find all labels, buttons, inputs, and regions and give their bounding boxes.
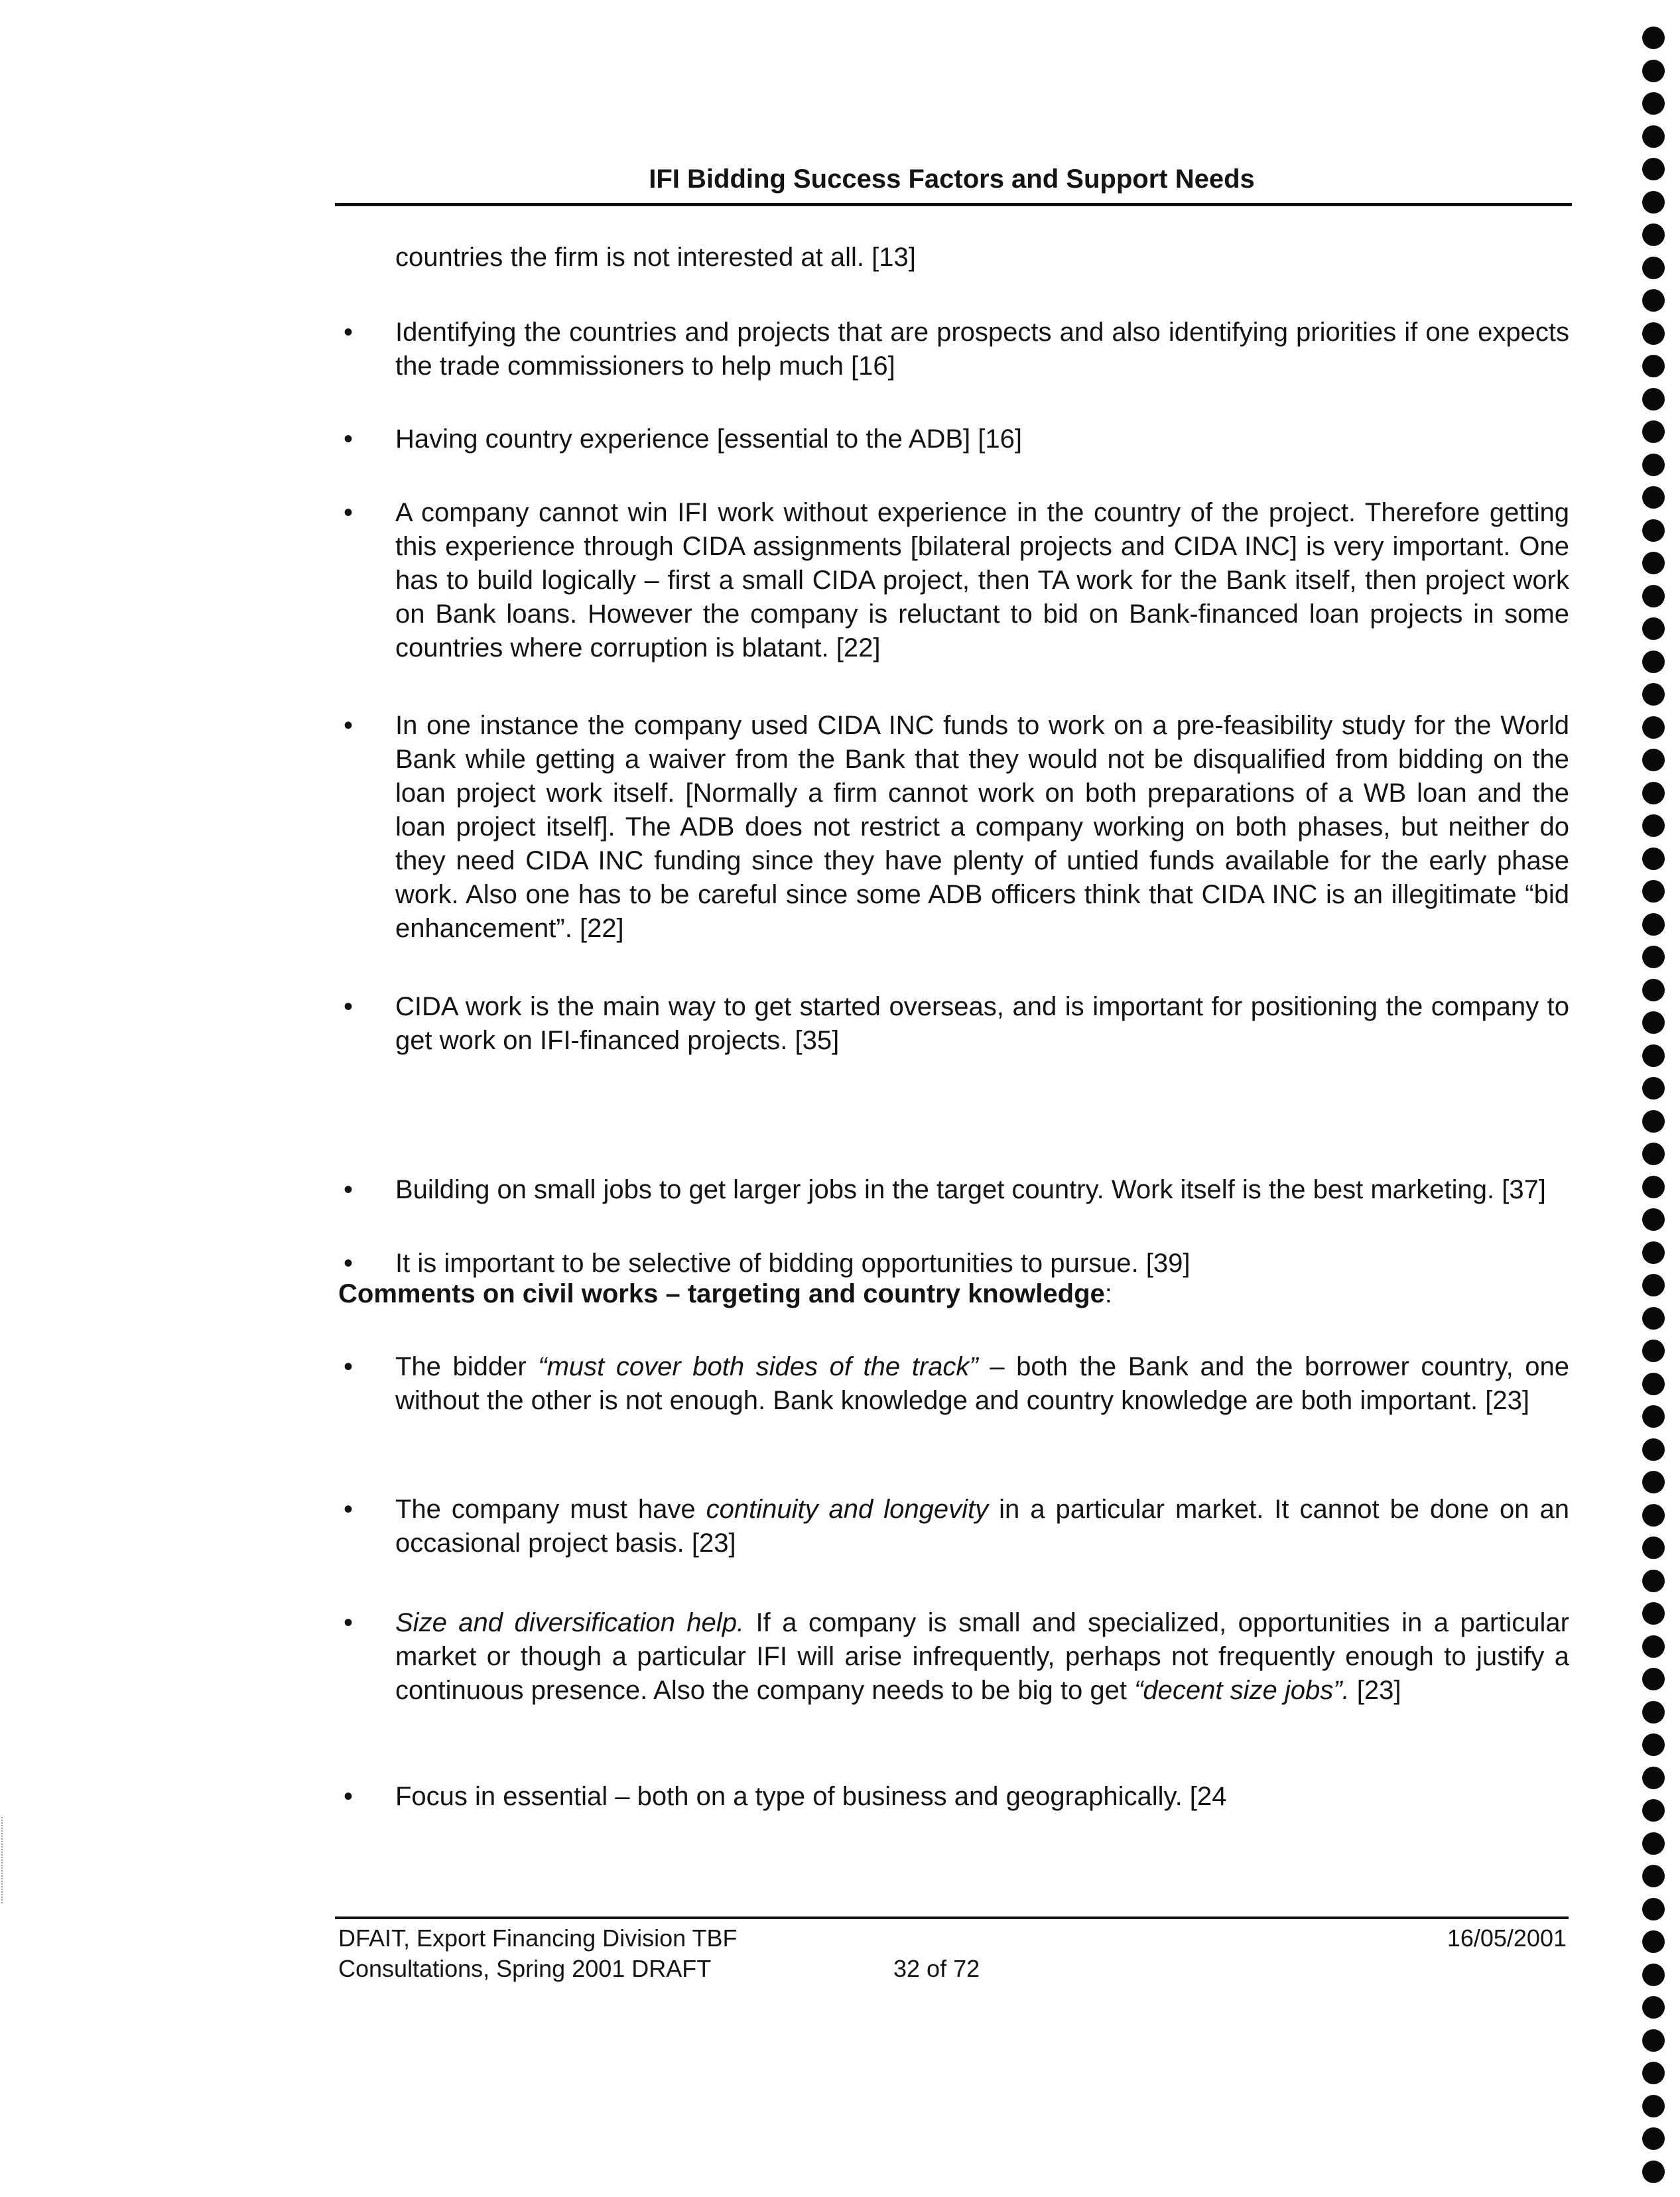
binding-hole-icon bbox=[1642, 617, 1665, 640]
bullet-icon: • bbox=[343, 1175, 353, 1204]
binding-hole-icon bbox=[1642, 92, 1665, 115]
list-item-text bbox=[395, 316, 1569, 383]
binding-hole-icon bbox=[1642, 1701, 1665, 1724]
list-item-text bbox=[395, 709, 1569, 946]
list-item-text bbox=[395, 1247, 1569, 1281]
binding-hole-icon bbox=[1642, 289, 1665, 312]
list-item bbox=[338, 316, 1569, 383]
binding-hole-icon bbox=[1642, 158, 1665, 180]
text-run: The bidder bbox=[395, 1352, 539, 1381]
bullet-icon: • bbox=[343, 1495, 353, 1524]
binding-hole-icon bbox=[1642, 1208, 1665, 1231]
binding-hole-icon bbox=[1642, 125, 1665, 148]
binding-hole-icon bbox=[1642, 1832, 1665, 1855]
footer-rule bbox=[335, 1916, 1569, 1919]
binding-holes bbox=[1642, 27, 1669, 2195]
binding-hole-icon bbox=[1642, 814, 1665, 837]
binding-hole-icon bbox=[1642, 1471, 1665, 1493]
binding-hole-icon bbox=[1642, 2161, 1665, 2183]
binding-hole-icon bbox=[1642, 1077, 1665, 1099]
list-item bbox=[338, 1780, 1569, 1814]
binding-hole-icon bbox=[1642, 1602, 1665, 1625]
binding-hole-icon bbox=[1642, 191, 1665, 214]
binding-hole-icon bbox=[1642, 913, 1665, 936]
binding-hole-icon bbox=[1642, 1340, 1665, 1362]
italic-phrase: “must cover both sides of the track” bbox=[538, 1352, 978, 1381]
binding-hole-icon bbox=[1642, 1143, 1665, 1165]
binding-hole-icon bbox=[1642, 1668, 1665, 1690]
binding-hole-icon bbox=[1642, 1930, 1665, 1953]
subheading-colon: : bbox=[1104, 1279, 1112, 1308]
bullet-icon: • bbox=[343, 1608, 353, 1637]
binding-hole-icon bbox=[1642, 979, 1665, 1001]
binding-hole-icon bbox=[1642, 1570, 1665, 1592]
section-subheading bbox=[338, 1277, 1569, 1311]
binding-hole-icon bbox=[1642, 1996, 1665, 2019]
text-run: In one instance the company used CIDA INC funds to work on a pre-feasibility study for the World Bank while getting a waiver from the Bank that they would not be disqualified from bidding on the loan project work itself. [Normally a firm cannot work on both preparations of a WB loan and the loan project itself]. The ADB does not restrict a company working on both phases, but neither do they need CIDA INC funding since they have plenty of untied funds available for the early phase work. Also one has to be careful since some ADB officers think that CIDA INC is an illegitimate “bid enhancement”. [22] bbox=[395, 711, 1569, 943]
page-header-title: IFI Bidding Success Factors and Support Needs bbox=[649, 164, 1255, 194]
binding-hole-icon bbox=[1642, 60, 1665, 82]
binding-hole-icon bbox=[1642, 651, 1665, 673]
list-item-text bbox=[395, 1606, 1569, 1708]
list-item-text bbox=[395, 990, 1569, 1058]
binding-hole-icon bbox=[1642, 420, 1665, 443]
binding-hole-icon bbox=[1642, 1733, 1665, 1756]
binding-hole-icon bbox=[1642, 1964, 1665, 1986]
binding-hole-icon bbox=[1642, 257, 1665, 279]
binding-hole-icon bbox=[1642, 2095, 1665, 2117]
list-item bbox=[338, 1493, 1569, 1560]
list-item-text bbox=[395, 1780, 1569, 1814]
bullet-icon: • bbox=[343, 711, 353, 740]
text-run: in a particular market. It cannot be done on an occasional project basis. [23] bbox=[395, 1495, 1569, 1558]
bullet-icon: • bbox=[343, 318, 353, 347]
text-run: Focus in essential – both on a type of business and geographically. [24 bbox=[395, 1782, 1227, 1811]
list-item bbox=[338, 496, 1569, 665]
subheading-bold-text: Comments on civil works – targeting and country knowledge bbox=[338, 1279, 1105, 1308]
binding-hole-icon bbox=[1642, 2127, 1665, 2150]
bullet-icon: • bbox=[343, 1782, 353, 1811]
binding-hole-icon bbox=[1642, 1635, 1665, 1658]
binding-hole-icon bbox=[1642, 1110, 1665, 1133]
binding-hole-icon bbox=[1642, 847, 1665, 870]
text-run: The company must have bbox=[395, 1495, 706, 1524]
list-item-text bbox=[395, 1173, 1569, 1207]
binding-hole-icon bbox=[1642, 782, 1665, 804]
binding-hole-icon bbox=[1642, 1898, 1665, 1920]
bullet-icon: • bbox=[343, 992, 353, 1021]
list-item bbox=[338, 1247, 1569, 1281]
list-item-text bbox=[395, 422, 1569, 456]
list-item bbox=[338, 1350, 1569, 1418]
binding-hole-icon bbox=[1642, 1307, 1665, 1330]
binding-hole-icon bbox=[1642, 454, 1665, 476]
binding-hole-icon bbox=[1642, 683, 1665, 706]
binding-hole-icon bbox=[1642, 1044, 1665, 1067]
list-item bbox=[338, 1173, 1569, 1207]
binding-hole-icon bbox=[1642, 388, 1665, 410]
list-item bbox=[338, 422, 1569, 456]
italic-phrase: “decent size jobs”. bbox=[1134, 1676, 1350, 1705]
binding-hole-icon bbox=[1642, 1438, 1665, 1461]
header-rule bbox=[335, 203, 1572, 206]
binding-hole-icon bbox=[1642, 1405, 1665, 1428]
binding-hole-icon bbox=[1642, 2062, 1665, 2084]
bullet-icon: • bbox=[343, 424, 353, 454]
binding-hole-icon bbox=[1642, 585, 1665, 607]
bullet-icon: • bbox=[343, 1352, 353, 1381]
footer-date: 16/05/2001 bbox=[1447, 1924, 1567, 1952]
binding-hole-icon bbox=[1642, 2029, 1665, 2052]
list-item bbox=[338, 990, 1569, 1058]
binding-hole-icon bbox=[1642, 1241, 1665, 1264]
list-item-text bbox=[395, 496, 1569, 665]
binding-hole-icon bbox=[1642, 1767, 1665, 1789]
text-run: CIDA work is the main way to get started overseas, and is important for positioning the company to get work on IFI-financed projects. [35] bbox=[395, 992, 1569, 1055]
italic-phrase: continuity and longevity bbox=[706, 1495, 989, 1524]
binding-hole-icon bbox=[1642, 519, 1665, 542]
scan-edge-marks bbox=[1, 1817, 4, 1903]
text-run: Having country experience [essential to the ADB] [16] bbox=[395, 424, 1022, 454]
binding-hole-icon bbox=[1642, 223, 1665, 246]
list-item-text bbox=[395, 1350, 1569, 1418]
text-run: A company cannot win IFI work without experience in the country of the project. Therefore getting this experience through CIDA assignments [bilateral projects and CIDA INC] is very important. One has to build logically – first a small CIDA project, then TA work for the Bank itself, then project work on Bank loans. However the company is reluctant to bid on Bank-financed loan projects in some countries where corruption is blatant. [22] bbox=[395, 498, 1569, 662]
binding-hole-icon bbox=[1642, 716, 1665, 739]
binding-hole-icon bbox=[1642, 1274, 1665, 1296]
binding-hole-icon bbox=[1642, 27, 1665, 49]
text-run: If a company is small and specialized, opportunities in a particular market or though a particular IFI will arise infrequently, perhaps not frequently enough to justify a continuous presence. Also the company needs to be big to get bbox=[395, 1608, 1570, 1705]
footer-left bbox=[338, 1923, 869, 1984]
list-item bbox=[338, 1606, 1569, 1708]
text-run: Identifying the countries and projects that are prospects and also identifying priorities if one expects the trade commissioners to help much [16] bbox=[395, 318, 1569, 381]
text-run: [23] bbox=[1349, 1676, 1401, 1705]
bullet-icon: • bbox=[343, 498, 353, 527]
binding-hole-icon bbox=[1642, 880, 1665, 903]
list-item-text bbox=[395, 1493, 1569, 1560]
binding-hole-icon bbox=[1642, 946, 1665, 968]
text-run: It is important to be selective of bidding opportunities to pursue. [39] bbox=[395, 1249, 1191, 1278]
binding-hole-icon bbox=[1642, 552, 1665, 574]
binding-hole-icon bbox=[1642, 1504, 1665, 1527]
bullet-icon: • bbox=[343, 1249, 353, 1278]
text-run: Building on small jobs to get larger jobs in the target country. Work itself is the best marketing. [37] bbox=[395, 1175, 1546, 1204]
list-item bbox=[338, 709, 1569, 946]
binding-hole-icon bbox=[1642, 355, 1665, 377]
footer-line-1: DFAIT, Export Financing Division TBF bbox=[338, 1924, 738, 1952]
binding-hole-icon bbox=[1642, 1799, 1665, 1822]
binding-hole-icon bbox=[1642, 322, 1665, 345]
binding-hole-icon bbox=[1642, 1011, 1665, 1034]
footer-page-number: 32 of 72 bbox=[893, 1955, 980, 1982]
binding-hole-icon bbox=[1642, 1373, 1665, 1395]
footer-line-2: Consultations, Spring 2001 DRAFT bbox=[338, 1955, 712, 1982]
binding-hole-icon bbox=[1642, 1865, 1665, 1887]
binding-hole-icon bbox=[1642, 1176, 1665, 1198]
continuation-paragraph: countries the firm is not interested at all. [13] bbox=[395, 243, 916, 272]
binding-hole-icon bbox=[1642, 749, 1665, 771]
binding-hole-icon bbox=[1642, 486, 1665, 509]
text-run: – both the Bank and the borrower country, one without the other is not enough. Bank knowledge and country knowledge are both important. [23] bbox=[395, 1352, 1570, 1415]
binding-hole-icon bbox=[1642, 1537, 1665, 1559]
italic-phrase: Size and diversification help. bbox=[395, 1608, 745, 1637]
